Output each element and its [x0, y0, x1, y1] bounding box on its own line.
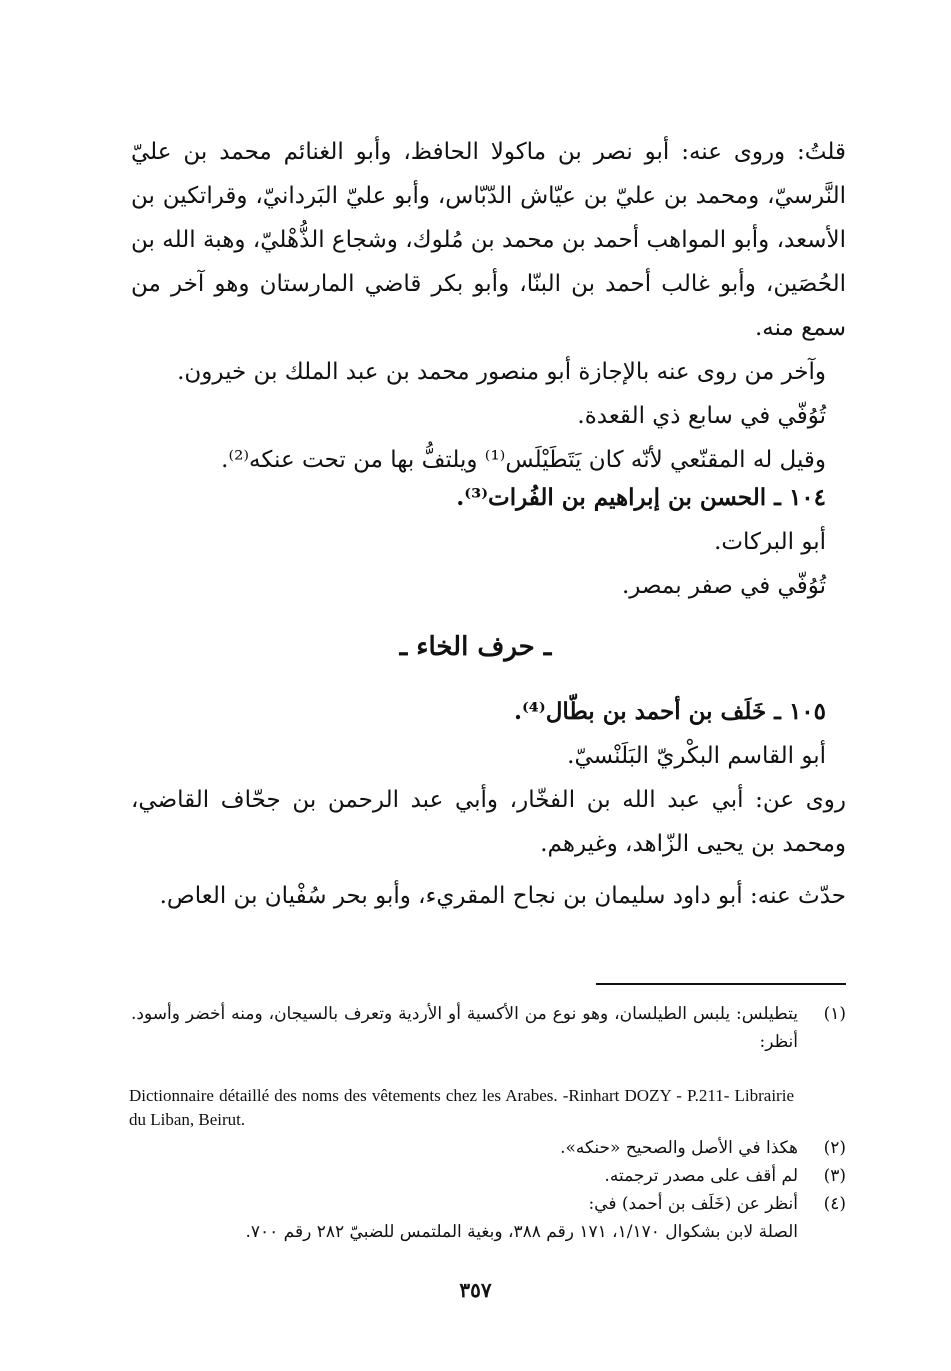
entry-104: [131, 476, 846, 608]
footnote-text: لم أقف على مصدر ترجمته.: [604, 1166, 798, 1186]
section-heading: ـ حرف الخاء ـ: [399, 632, 552, 662]
french-reference: Dictionnaire détaillé des noms des vêtements chez les Arabes. -Rinhart DOZY - P.211- Librairie du Liban, Beirut.: [129, 1086, 794, 1129]
footnote-text: أنظر عن (خَلَف بن أحمد) في:: [588, 1194, 798, 1214]
entry-104-kunya: أبو البركات.: [714, 529, 826, 555]
entry-103-continuation: [131, 130, 846, 482]
entry-105-teachers: روى عن: أبي عبد الله بن الفخّار، وأبي عبد الرحمن بن جحّاف القاضي، ومحمد بن يحيى الزّاهد، وغيرهم.: [131, 787, 846, 857]
footnote-1: [131, 1000, 846, 1056]
footnote-2: [131, 1134, 846, 1162]
footnote-4: [131, 1190, 846, 1218]
narrators-paragraph: قلتُ: وروى عنه: أبو نصر بن ماكولا الحافظ، وأبو الغنائم محمد بن عليّ النَّرسيّ، ومحمد بن عليّ بن عيّاش الدّبّاس، وأبو عليّ البَردانيّ، وقراتكين بن الأسعد، وأبو المواهب أحمد بن محمد بن مُلوك، وشجاع الذُّهْليّ، وهبة الله بن الحُصَين، وأبو غالب أحمد بن البنّا، وأبو بكر قاضي المارستان وهو آخر من سمع منه.: [131, 139, 846, 341]
entry-105-kunya: أبو القاسم البكْريّ البَلَنْسيّ.: [567, 743, 826, 769]
page-number: ٣٥٧: [459, 1278, 492, 1302]
footnote-4-continuation: [131, 1218, 846, 1246]
ijaza-paragraph: وآخر من روى عنه بالإجازة أبو منصور محمد بن عبد الملك بن خيرون.: [177, 359, 826, 385]
footnote-3: [131, 1162, 846, 1190]
death-line: تُوُفّي في سابع ذي القعدة.: [577, 403, 826, 429]
entry-105: [131, 690, 846, 918]
footnote-text: هكذا في الأصل والصحيح «حنكه».: [560, 1138, 798, 1158]
footnote-number: (١): [823, 1004, 846, 1024]
footnote-divider: [596, 983, 846, 985]
entry-105-title: ١٠٥ ـ خَلَف بن أحمد بن بطّال⁽⁴⁾.: [513, 698, 826, 725]
footnote-text: يتطيلس: يلبس الطيلسان، وهو نوع من الأكسية أو الأردية وتعرف بالسيجان، ومنه أخضر وأسود. أنظر:: [131, 1004, 798, 1052]
footnote-number: (٢): [823, 1138, 846, 1158]
entry-104-death: تُوُفّي في صفر بمصر.: [621, 573, 826, 599]
entry-104-title: ١٠٤ ـ الحسن بن إبراهيم بن الفُرات⁽³⁾.: [456, 484, 826, 511]
entry-105-students: حدّث عنه: أبو داود سليمان بن نجاح المقريء، وأبو بحر سُفْيان بن العاص.: [159, 883, 846, 909]
footnote-number: (٤): [823, 1194, 846, 1214]
footnote-sources: الصلة لابن بشكوال ١/١٧٠، ١٧١ رقم ٣٨٨، وبغية الملتمس للضبيّ ٢٨٢ رقم ٧٠٠.: [245, 1222, 798, 1242]
nickname-line: وقيل له المقنّعي لأنّه كان يَتَطَيْلَس⁽¹⁾ ويلتفُّ بها من تحت عنكه⁽²⁾.: [221, 447, 826, 473]
footnote-number: (٣): [823, 1166, 846, 1186]
